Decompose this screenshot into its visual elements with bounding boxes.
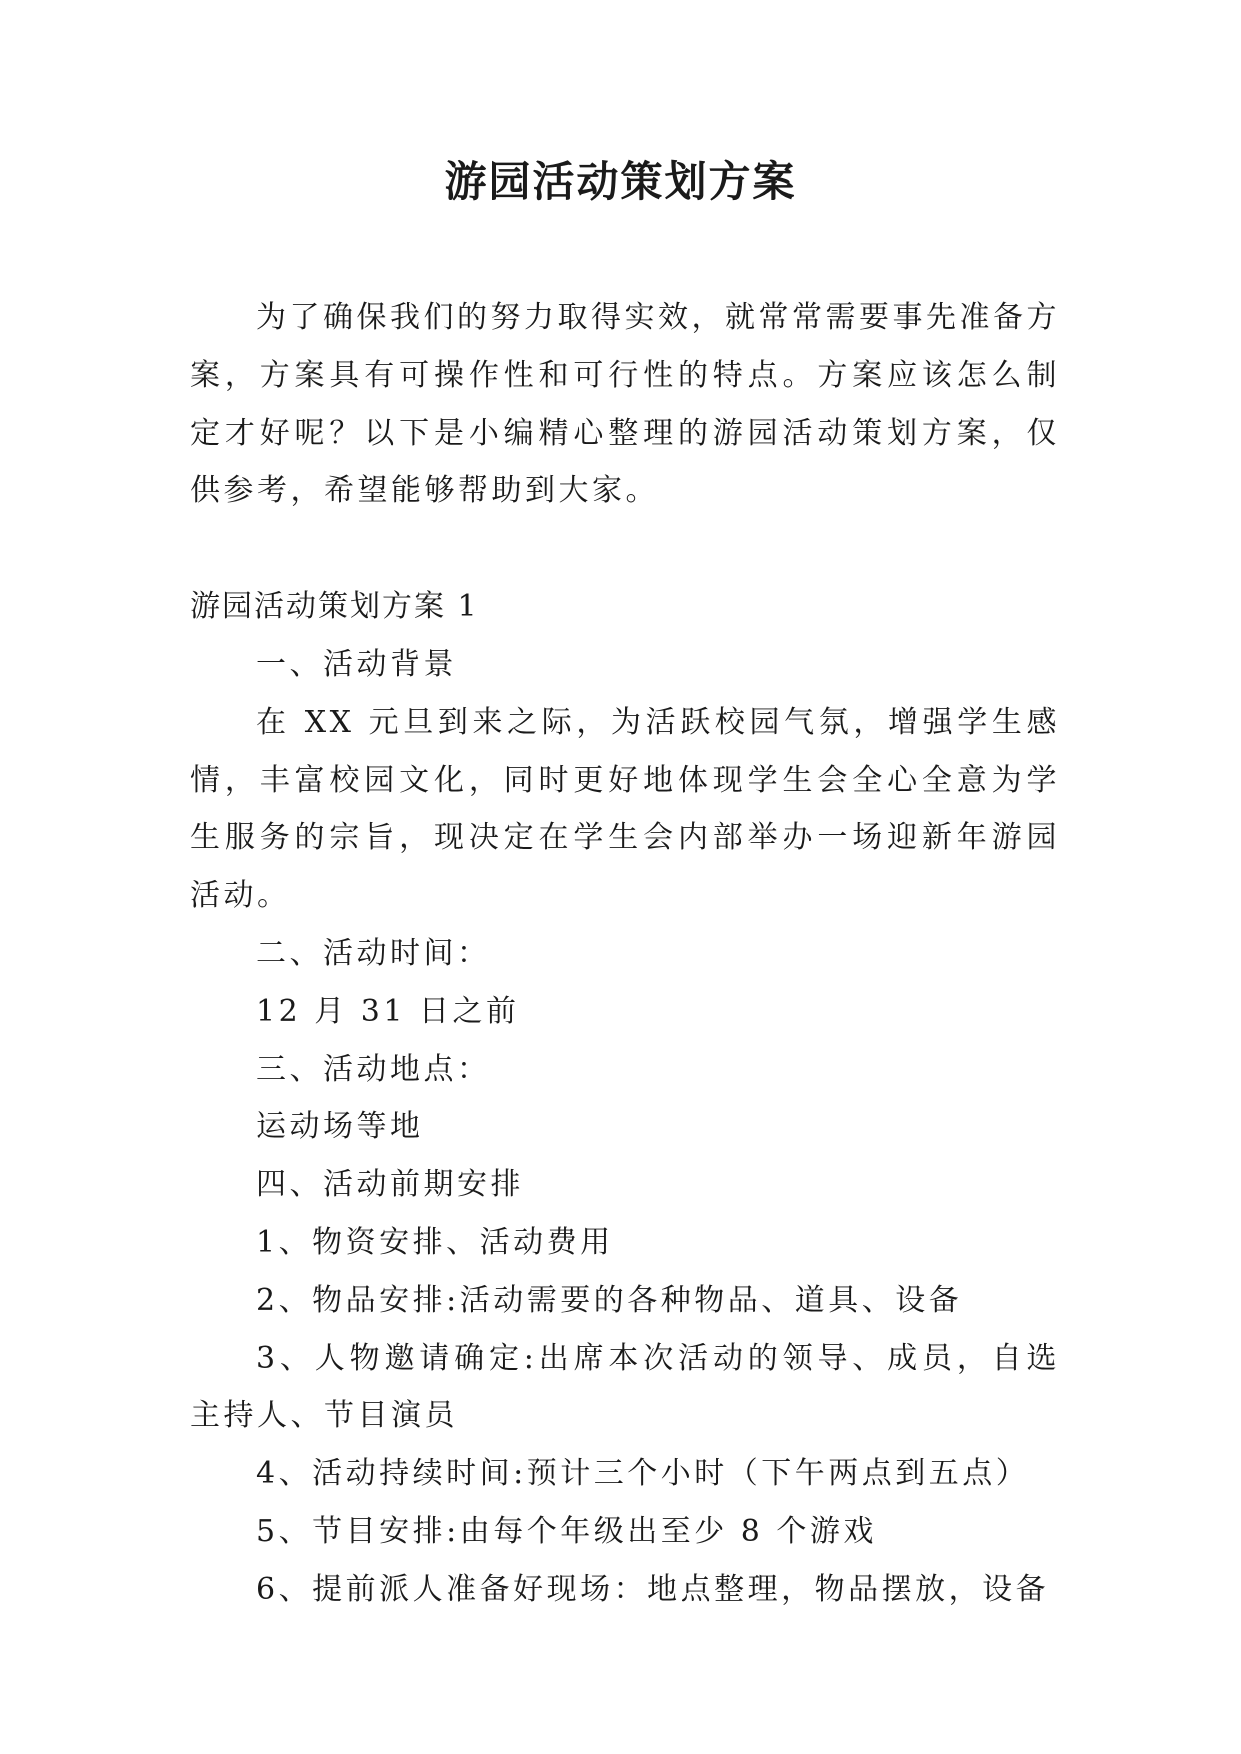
location-value: 运动场等地 bbox=[256, 1109, 424, 1145]
intro-paragraph: 为了确保我们的努力取得实效，就常常需要事先准备方案，方案具有可操作性和可行性的特点。方案应该怎么制定才好呢？以下是小编精心整理的游园活动策划方案，仅供参考，希望能够帮助到大家。 bbox=[190, 300, 1060, 509]
background-paragraph: 在 XX 元旦到来之际，为活跃校园气氛，增强学生感情，丰富校园文化，同时更好地体现学生会全心全意为学生服务的宗旨，现决定在学生会内部举办一场迎新年游园活动。 bbox=[190, 704, 1060, 914]
list-item: 5、节目安排:由每个年级出至少 8 个游戏 bbox=[256, 1513, 877, 1549]
list-item: 4、活动持续时间:预计三个小时（下午两点到五点） bbox=[256, 1456, 1030, 1492]
list-item: 3、人物邀请确定:出席本次活动的领导、成员，自选主持人、节目演员 bbox=[190, 1340, 1060, 1434]
document-body bbox=[190, 289, 1060, 1619]
section-title: 游园活动策划方案 1 bbox=[190, 589, 479, 625]
background-heading: 一、活动背景 bbox=[256, 646, 457, 682]
document-title: 游园活动策划方案 bbox=[444, 157, 797, 206]
list-item: 2、物品安排:活动需要的各种物品、道具、设备 bbox=[256, 1282, 963, 1318]
location-heading: 三、活动地点： bbox=[256, 1051, 491, 1087]
list-item: 6、提前派人准备好现场：地点整理，物品摆放，设备 bbox=[256, 1571, 1050, 1607]
list-item: 1、物资安排、活动费用 bbox=[256, 1224, 614, 1260]
time-heading: 二、活动时间： bbox=[256, 935, 491, 971]
preparation-heading: 四、活动前期安排 bbox=[256, 1167, 524, 1203]
time-value: 12 月 31 日之前 bbox=[256, 993, 520, 1029]
